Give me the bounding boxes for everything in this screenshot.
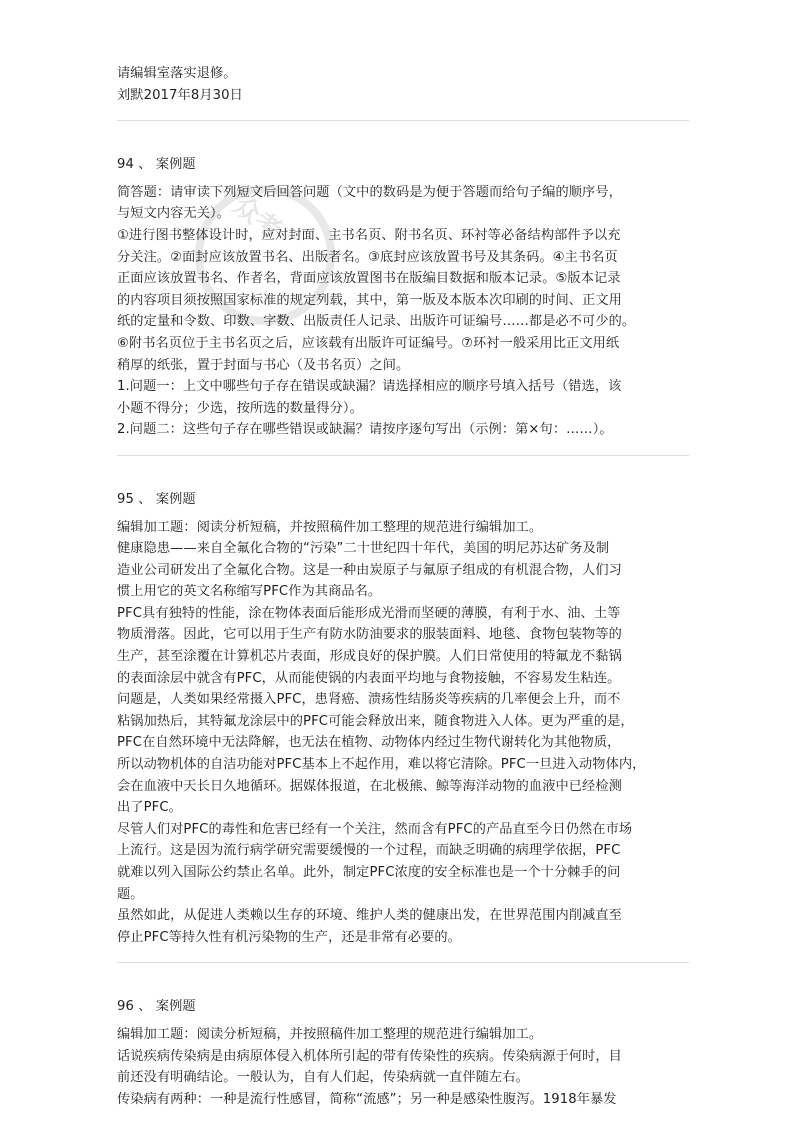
watermark-text: 众考 bbox=[227, 190, 287, 247]
question-line: 所以动物机体的自洁功能对PFC基本上不起作用，难以将它清除。PFC一旦进入动物体内， bbox=[117, 757, 646, 773]
question-line: 小题不得分；少选，按所选的数量得分）。 bbox=[117, 400, 363, 416]
question-line: 题。 bbox=[117, 886, 144, 902]
question-line: 粘锅加热后，其特氟龙涂层中的PFC可能会释放出来，随食物进入人体。更为严重的是， bbox=[117, 713, 634, 729]
section-divider bbox=[117, 120, 689, 121]
intro-line: 请编辑室落实退修。 bbox=[117, 66, 237, 81]
question-heading: 94 、 案例题 bbox=[117, 157, 196, 173]
question-line: 尽管人们对PFC的毒性和危害已经有一个关注，然而含有PFC的产品直至今日仍然在市场 bbox=[117, 821, 633, 837]
question-line: 编辑加工题：阅读分析短稿，并按照稿件加工整理的规范进行编辑加工。 bbox=[117, 519, 543, 535]
section-divider bbox=[117, 962, 689, 963]
question-line: 纸的定量和令数、印数、字数、出版责任人记录、出版许可证编号……都是必不可少的。 bbox=[117, 314, 636, 330]
question-line: 问题是，人类如果经常摄入PFC，患肾癌、溃疡性结肠炎等疾病的几率便会上升，而不 bbox=[117, 692, 621, 708]
question-line: 1.问题一：上文中哪些句子存在错误或缺漏？请选择相应的顺序号填入括号（错选，该 bbox=[117, 379, 622, 395]
question-line: 话说疾病传染病是由病原体侵入机体所引起的带有传染性的疾病。传染病源于何时，目 bbox=[117, 1048, 622, 1064]
question-line: 分关注。②面封应该放置书名、出版者名。③底封应该放置书号及其条码。④主书名页 bbox=[117, 249, 618, 265]
intro-section bbox=[117, 63, 689, 106]
question-line: 会在血液中天长日久地循环。据媒体报道，在北极熊、鲸等海洋动物的血液中已经检测 bbox=[117, 778, 622, 794]
question-line: 物质滑落。因此，它可以用于生产有防水防油要求的服装面料、地毯、食物包装物等的 bbox=[117, 627, 622, 643]
document-content bbox=[117, 63, 689, 1110]
question-line: 2.问题二：这些句子存在哪些错误或缺漏？请按序逐句写出（示例：第×句：……）。 bbox=[117, 422, 613, 438]
question-line: 的内容项目须按照国家标准的规定列载，其中，第一版及本版本次印刷的时间、正文用 bbox=[117, 292, 622, 308]
question-94 bbox=[117, 154, 689, 441]
question-line: 虽然如此，从促进人类赖以生存的环境、维护人类的健康出发，在世界范围内削减直至 bbox=[117, 908, 622, 924]
question-line: 与短文内容无关）。 bbox=[117, 206, 230, 222]
question-line: 惯上用它的英文名称缩写PFC作为其商品名。 bbox=[117, 584, 382, 600]
question-95 bbox=[117, 489, 689, 948]
section-divider bbox=[117, 455, 689, 456]
question-line: 前还没有明确结论。一般认为，自有人们起，传染病就一直伴随左右。 bbox=[117, 1070, 529, 1086]
question-line: 简答题：请审读下列短文后回答问题（文中的数码是为便于答题而给句子编的顺序号， bbox=[117, 184, 622, 200]
question-line: PFC在自然环境中无法降解，也无法在植物、动物体内经过生物代谢转化为其他物质， bbox=[117, 735, 621, 751]
question-heading: 96 、 案例题 bbox=[117, 999, 196, 1015]
question-heading: 95 、 案例题 bbox=[117, 491, 196, 507]
question-line: 就难以列入国际公约禁止名单。此外，制定PFC浓度的安全标准也是一个十分棘手的问 bbox=[117, 865, 621, 880]
question-line: 传染病有两种：一种是流行性感冒，简称“流感”；另一种是感染性腹泻。1918年暴发 bbox=[117, 1091, 617, 1107]
question-line: 的表面涂层中就含有PFC，从而能使锅的内表面平均地与食物接触，不容易发生粘连。 bbox=[117, 670, 621, 686]
question-line: 健康隐患——来自全氟化合物的“污染”二十世纪四十年代，美国的明尼苏达矿务及制 bbox=[117, 541, 610, 557]
question-line: 编辑加工题：阅读分析短稿，并按照稿件加工整理的规范进行编辑加工。 bbox=[117, 1026, 543, 1042]
question-line: ⑥附书名页位于主书名页之后，应该载有出版许可证编号。⑦环衬一般采用比正文用纸 bbox=[117, 335, 620, 351]
question-line: 稍厚的纸张，置于封面与书心（及书名页）之间。 bbox=[117, 357, 410, 373]
question-line: 停止PFC等持久性有机污染物的生产，还是非常有必要的。 bbox=[117, 929, 461, 945]
question-line: 正面应该放置书名、作者名，背面应该放置图书在版编目数据和版本记录。⑤版本记录 bbox=[117, 271, 621, 287]
question-line: 出了PFC。 bbox=[117, 800, 182, 816]
question-line: 生产，甚至涂覆在计算机芯片表面，形成良好的保护膜。人们日常使用的特氟龙不黏锅 bbox=[117, 649, 622, 665]
intro-line: 刘默2017年8月30日 bbox=[117, 87, 243, 103]
question-line: 上流行。这是因为流行病学研究需要缓慢的一个过程，而缺乏明确的病理学依据，PFC bbox=[117, 843, 621, 859]
question-line: 造业公司研发出了全氟化合物。这是一种由炭原子与氟原子组成的有机混合物，人们习 bbox=[117, 562, 622, 578]
question-96 bbox=[117, 996, 689, 1110]
question-line: ①进行图书整体设计时，应对封面、主书名页、附书名页、环衬等必备结构部件予以充 bbox=[117, 227, 621, 243]
question-line: PFC具有独特的性能，涂在物体表面后能形成光滑而坚硬的薄膜，有利于水、油、土等 bbox=[117, 605, 621, 621]
